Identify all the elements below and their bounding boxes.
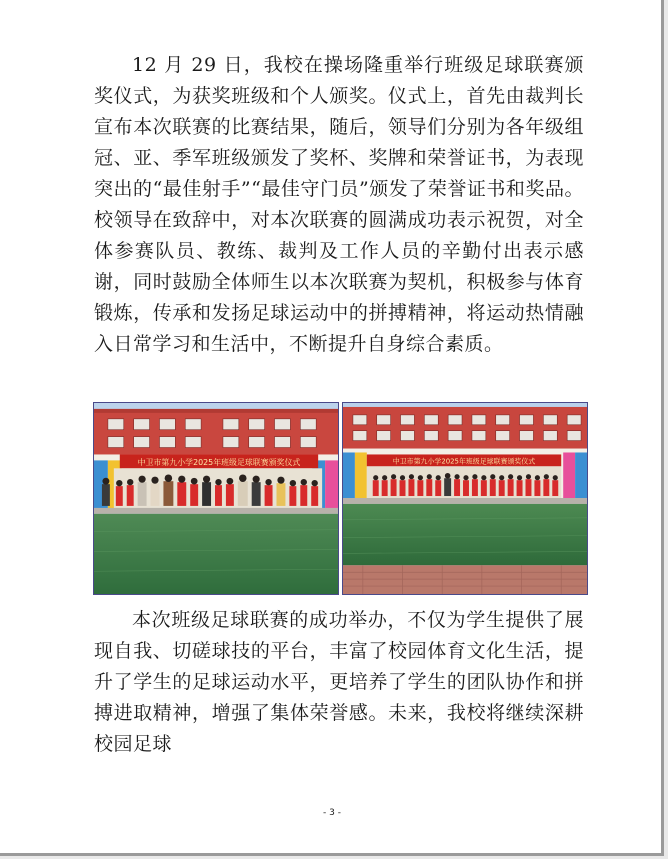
paragraph-1: 12 月 29 日，我校在操场隆重举行班级足球联赛颁奖仪式，为获奖班级和个人颁奖。仪式上，首先由裁判长宣布本次联赛的比赛结果，随后，领导们分别为各年级组冠、亚、季军班级颁发了奖杯、奖牌和荣誉证书，为表现突出的“最佳射手”“最佳守门员”颁发了荣誉证书和奖品。校领导在致辞中，对本次联赛的圆满成功表示祝贺，对全体参赛队员、教练、裁判及工作人员的辛勤付出表示感谢，同时鼓励全体师生以本次联赛为契机，积极参与体育锻炼，传承和发扬足球运动中的拼搏精神，将运动热情融入日常学习和生活中，不断提升自身综合素质。 [94, 54, 584, 355]
banner-text-left: 中卫市第九小学2025年班级足球联赛颁奖仪式 [137, 457, 301, 467]
paragraph-2: 本次班级足球联赛的成功举办，不仅为学生提供了展现自我、切磋球技的平台，丰富了校园体育文化生活，提升了学生的足球运动水平，更培养了学生的团队协作和拼搏进取精神，增强了集体荣誉感。未来，我校将继续深耕校园足球 [94, 609, 584, 755]
page-number: - 3 - [323, 808, 341, 818]
photo-award-ceremony-left [93, 402, 339, 595]
photo-award-ceremony-right [342, 402, 588, 595]
banner-text-right: 中卫市第九小学2025年班级足球联赛颁奖仪式 [392, 457, 536, 466]
